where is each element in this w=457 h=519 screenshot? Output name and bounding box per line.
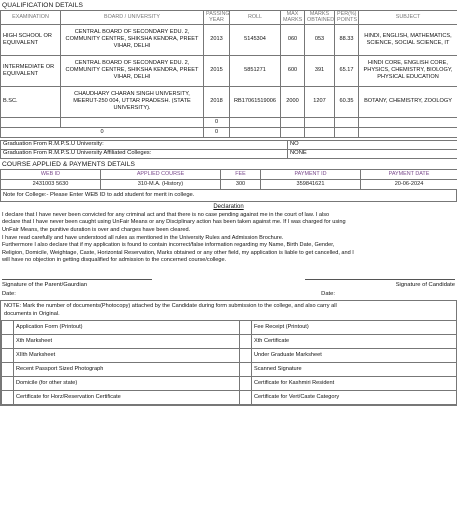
payment-section-title: COURSE APPLIED & PAYMENTS DETAILS xyxy=(2,160,136,168)
declaration-line: I have read carefully and have understood all rules as mentioned in the University Rules and Admission Brochure. xyxy=(2,234,284,241)
graduation-affil-row xyxy=(1,149,457,158)
declaration-line: Religion, Domicile, Weightage, Caste, Horizontal Reservation, Marks obtained or any other field, my application is liable to get cancelled, and I xyxy=(2,249,354,256)
graduation-univ-row xyxy=(1,140,457,149)
payment-table xyxy=(0,169,457,190)
max-marks-cell: 2000 xyxy=(281,86,305,117)
date-row xyxy=(0,291,457,297)
document-checkbox[interactable] xyxy=(240,349,252,363)
table-row xyxy=(2,377,457,391)
document-checkbox[interactable] xyxy=(240,321,252,335)
max-marks-cell: 600 xyxy=(281,55,305,86)
document-label: XIIth Marksheet xyxy=(14,349,240,363)
declaration-body xyxy=(0,212,457,265)
documents-note-line: NOTE: Mark the number of documents(Photocopy) attached by the Candidate during form submission to the college, and also carry all xyxy=(4,302,337,309)
qualification-table xyxy=(0,10,457,138)
graduation-univ-value: NO xyxy=(288,140,457,149)
header-payment-id: PAYMENT ID xyxy=(261,169,361,179)
document-label: Recent Passport Sized Photograph xyxy=(14,363,240,377)
document-checkbox[interactable] xyxy=(240,377,252,391)
subject-cell: BOTANY, CHEMISTRY, ZOOLOGY xyxy=(359,86,457,117)
documents-note xyxy=(1,301,456,320)
candidate-date-label: Date: xyxy=(321,290,335,297)
table-row xyxy=(2,349,457,363)
percent-cell: 88.33 xyxy=(335,24,359,55)
subject-cell: HINDI, ENGLISH, MATHEMATICS, SCIENCE, SOCIAL SCIENCE, IT xyxy=(359,24,457,55)
graduation-univ-label: Graduation From R.M.P.S.U University: xyxy=(1,140,288,149)
applied-course-value: 310-M.A. (History) xyxy=(101,179,221,189)
table-row xyxy=(2,335,457,349)
document-label: Xth Marksheet xyxy=(14,335,240,349)
max-marks-cell: 060 xyxy=(281,24,305,55)
table-row xyxy=(1,117,457,127)
year-cell: 2018 xyxy=(204,86,230,117)
percent-cell: 65.17 xyxy=(335,55,359,86)
exam-cell: HIGH SCHOOL OR EQUIVALENT xyxy=(1,24,61,55)
obtained-cell: 053 xyxy=(305,24,335,55)
table-row xyxy=(1,127,457,137)
subject-cell: HINDI CORE, ENGLISH CORE, PHYSICS, CHEMISTRY, BIOLOGY, PHYSICAL EDUCATION xyxy=(359,55,457,86)
document-checkbox[interactable] xyxy=(240,391,252,405)
document-label: Application Form (Printout) xyxy=(14,321,240,335)
candidate-signature-line xyxy=(305,279,455,280)
candidate-signature-label: Signature of Candidate xyxy=(395,281,455,288)
declaration-line: UnFair Means, the punitive duration is over and charges have been cleared. xyxy=(2,227,191,233)
document-checkbox[interactable] xyxy=(240,363,252,377)
document-checkbox[interactable] xyxy=(2,335,14,349)
header-payment-date: PAYMENT DATE xyxy=(361,169,457,179)
table-row xyxy=(2,321,457,335)
roll-cell: RB17061519006 xyxy=(230,86,281,117)
document-label: Fee Receipt (Printout) xyxy=(252,321,457,335)
obtained-cell: 1207 xyxy=(305,86,335,117)
web-id-value: 2431003 5630 xyxy=(1,179,101,189)
document-checkbox[interactable] xyxy=(240,335,252,349)
header-roll: ROLL xyxy=(230,11,281,25)
year-cell: 2015 xyxy=(204,55,230,86)
roll-cell: 5145304 xyxy=(230,24,281,55)
document-checkbox[interactable] xyxy=(2,391,14,405)
table-row xyxy=(1,55,457,86)
year-cell: 0 xyxy=(204,117,230,127)
exam-cell: INTERMEDIATE OR EQUIVALENT xyxy=(1,55,61,86)
declaration-line: I declare that I have never been convicted for any criminal act and that there is no case pending against me in the court of law. I also xyxy=(2,211,330,218)
graduation-affil-label: Graduation From R.M.P.S.U University Affiliated Colleges: xyxy=(1,149,288,158)
table-row xyxy=(2,363,457,377)
header-board: BOARD / UNIVERSITY xyxy=(61,11,204,25)
graduation-table xyxy=(0,140,457,159)
declaration-line: Furthermore I also declare that if my application is found to contain incorrect/false information regarding my Name, Birth Date, Gender, xyxy=(2,242,335,249)
qualification-header-row xyxy=(1,11,457,25)
exam-cell: B.SC. xyxy=(1,86,61,117)
document-label: Certificate for Horz/Reservation Certificate xyxy=(14,391,240,405)
signature-lines xyxy=(0,279,457,280)
header-web-id: WEB ID xyxy=(1,169,101,179)
header-fee: FEE xyxy=(221,169,261,179)
header-passing-year: PASSING YEAR xyxy=(204,11,230,25)
declaration-line: will have no objection in getting disqualified for admission to the concerned course/college. xyxy=(2,257,227,264)
document-label: Xth Certificate xyxy=(252,335,457,349)
document-label: Certificate for Vert/Caste Category xyxy=(252,391,457,405)
fee-value: 300 xyxy=(221,179,261,189)
document-label: Domicile (for other state) xyxy=(14,377,240,391)
document-label: Scanned Signature xyxy=(252,363,457,377)
parent-signature-label: Signature of the Parent/Gaurdian xyxy=(2,281,88,288)
percent-cell: 60.35 xyxy=(335,86,359,117)
declaration-heading: Declaration xyxy=(213,203,244,210)
obtained-cell: 391 xyxy=(305,55,335,86)
document-checkbox[interactable] xyxy=(2,349,14,363)
board-cell: CHAUDHARY CHARAN SINGH UNIVERSITY, MEERUT-250 004, UTTAR PRADESH. (STATE UNIVERSITY). xyxy=(61,86,204,117)
signature-labels xyxy=(0,282,457,288)
payment-date-value: 20-06-2024 xyxy=(361,179,457,189)
documents-note-line: documents in Original. xyxy=(4,310,60,317)
header-applied-course: APPLIED COURSE xyxy=(101,169,221,179)
parent-signature-line xyxy=(2,279,152,280)
college-note: Note for College:- Please Enter WEB ID to add student for merit in college. xyxy=(0,190,457,202)
documents-box xyxy=(0,300,457,406)
payment-id-value: 359841621 xyxy=(261,179,361,189)
document-checkbox[interactable] xyxy=(2,377,14,391)
payment-row xyxy=(1,179,457,189)
board-cell: CENTRAL BOARD OF SECONDARY EDU. 2, COMMUNITY CENTRE, SHIKSHA KENDRA, PREET VIHAR, DELHI xyxy=(61,55,204,86)
documents-table xyxy=(1,320,457,405)
declaration-line: declare that I have never been caught using UnFair Means or any Disciplinary action has been taken against me. If I was charged for using xyxy=(2,219,346,226)
board-cell: CENTRAL BOARD OF SECONDARY EDU. 2, COMMUNITY CENTRE, SHIKSHA KENDRA, PREET VIHAR, DELHI xyxy=(61,24,204,55)
year-cell: 2013 xyxy=(204,24,230,55)
payment-header-row xyxy=(1,169,457,179)
table-row xyxy=(2,391,457,405)
year-cell: 0 xyxy=(204,127,230,137)
document-checkbox[interactable] xyxy=(2,321,14,335)
document-label: Certificate for Kashmiri Resident xyxy=(252,377,457,391)
exam-cell: 0 xyxy=(1,127,204,137)
header-percentage: PER(%) POINTS xyxy=(335,11,359,25)
parent-date-label: Date: xyxy=(2,290,16,297)
document-label: Under Graduate Marksheet xyxy=(252,349,457,363)
roll-cell: 5851271 xyxy=(230,55,281,86)
header-max-marks: MAX MARKS xyxy=(281,11,305,25)
header-marks-obtained: MARKS OBTAINED xyxy=(305,11,335,25)
header-subject: SUBJECT xyxy=(359,11,457,25)
table-row xyxy=(1,86,457,117)
document-checkbox[interactable] xyxy=(2,363,14,377)
table-row xyxy=(1,24,457,55)
qualification-section-title: QUALIFICATION DETAILS xyxy=(2,2,83,9)
graduation-affil-value: NONE xyxy=(288,149,457,158)
header-examination: EXAMINATION xyxy=(1,11,61,25)
